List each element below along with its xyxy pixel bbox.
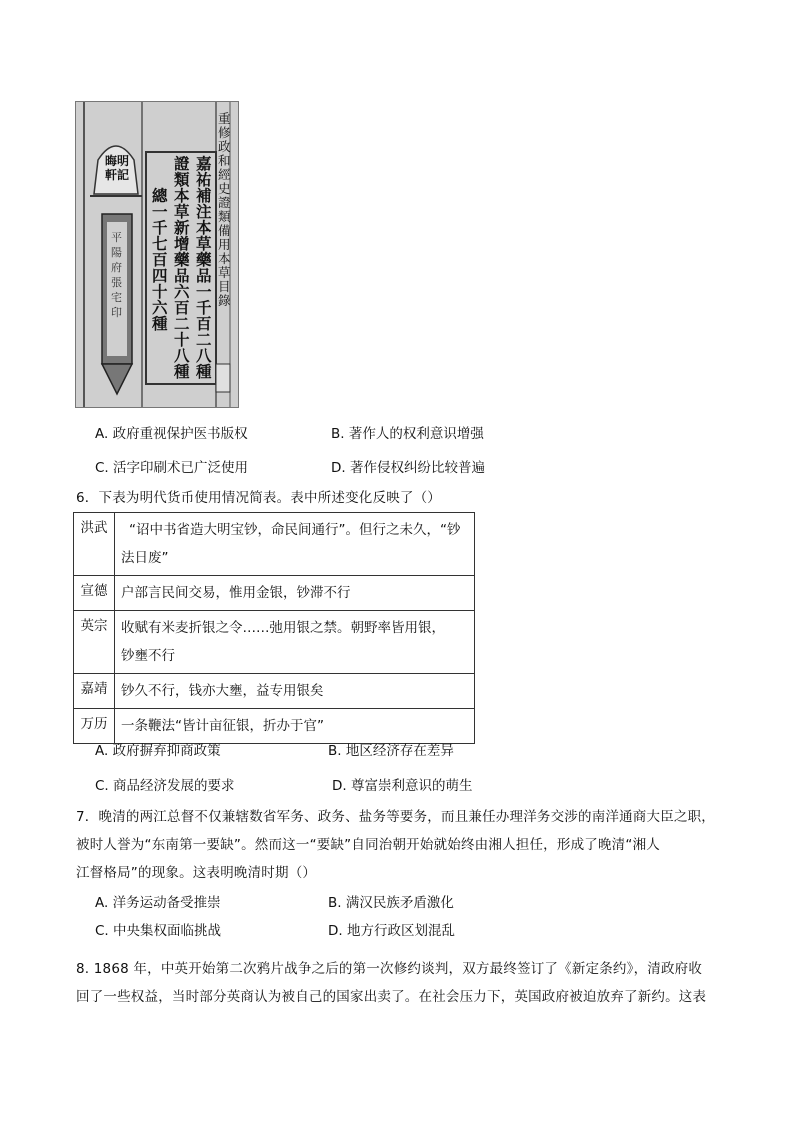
q7-stem-line-3: 江督格局”的现象。这表明晚清时期（） xyxy=(76,865,317,881)
print-column-1: 嘉祐補注本草藥品一千百二八種 xyxy=(196,154,212,381)
cell-line: 收赋有米麦折银之令……弛用银之禁。朝野率皆用银， xyxy=(121,620,445,636)
q6-option-c: C. 商品经济发展的要求 xyxy=(95,778,235,794)
table-row xyxy=(74,576,475,611)
q6-currency-table xyxy=(73,512,475,744)
q7-option-c: C. 中央集权面临挑战 xyxy=(95,923,222,939)
q7-stem-line-1: 7．晚清的两江总督不仅兼辖数省军务、政务、盐务等要务，而且兼任办理洋务交涉的南洋通商大臣之职， xyxy=(76,809,715,825)
print-tablet-text: 平陽府張宅印 xyxy=(111,231,122,319)
q7-option-b: B. 满汉民族矛盾激化 xyxy=(328,895,454,911)
era-cell: 英宗 xyxy=(74,611,115,674)
content-cell xyxy=(115,611,475,674)
era-cell: 嘉靖 xyxy=(74,674,115,709)
q8-stem-line-2: 回了一些权益，当时部分英商认为被自己的国家出卖了。在社会压力下，英国政府被迫放弃了新约。这表 xyxy=(76,989,707,1005)
q5-option-c: C. 活字印刷术已广泛使用 xyxy=(95,460,249,476)
cell-line: 钞壅不行 xyxy=(121,648,175,664)
q6-stem: 6．下表为明代货币使用情况简表。表中所述变化反映了（） xyxy=(76,490,441,506)
q5-option-a: A. 政府重视保护医书版权 xyxy=(95,426,248,442)
woodblock-print-image xyxy=(75,101,239,408)
print-vertical-title: 重修政和經史證類備用本草目錄 xyxy=(218,111,231,308)
cell-line: 一条鞭法“皆计亩征银，折办于官” xyxy=(121,718,324,734)
q7-option-d: D. 地方行政区划混乱 xyxy=(328,923,455,939)
q8-stem-line-1: 8. 1868 年，中英开始第二次鸦片战争之后的第一次修约谈判，双方最终签订了《新定条约》，清政府收 xyxy=(76,961,703,977)
cell-line: 户部言民间交易，惟用金银，钞滞不行 xyxy=(121,585,351,601)
q7-stem-line-2: 被时人誉为“东南第一要缺”。然而这一“要缺”自同治朝开始就始终由湘人担任，形成了晚清“湘人 xyxy=(76,837,660,853)
era-cell: 洪武 xyxy=(74,513,115,576)
q6-option-b: B. 地区经济存在差异 xyxy=(328,743,454,759)
q6-option-a: A. 政府摒弃抑商政策 xyxy=(95,743,221,759)
content-cell xyxy=(115,576,475,611)
print-bell-text: 晦明軒記 xyxy=(104,154,129,182)
table-row xyxy=(74,513,475,576)
table-row xyxy=(74,611,475,674)
q5-option-d: D. 著作侵权纠纷比较普遍 xyxy=(331,460,485,476)
content-cell xyxy=(115,674,475,709)
print-column-3: 總一千七百四十六種 xyxy=(152,186,168,333)
print-column-2: 證類本草新增藥品六百二十八種 xyxy=(174,154,190,381)
cell-line: 法日废” xyxy=(121,550,169,566)
q6-option-d: D. 尊富崇利意识的萌生 xyxy=(332,778,473,794)
q5-option-b: B. 著作人的权利意识增强 xyxy=(331,426,484,442)
table-row xyxy=(74,674,475,709)
cell-line: “诏中书省造大明宝钞，命民间通行”。但行之未久，“钞 xyxy=(129,522,461,538)
era-cell: 万历 xyxy=(74,709,115,744)
q7-option-a: A. 洋务运动备受推崇 xyxy=(95,895,221,911)
content-cell xyxy=(115,513,475,576)
era-cell: 宣德 xyxy=(74,576,115,611)
cell-line: 钞久不行，钱亦大壅，益专用银矣 xyxy=(121,683,324,699)
